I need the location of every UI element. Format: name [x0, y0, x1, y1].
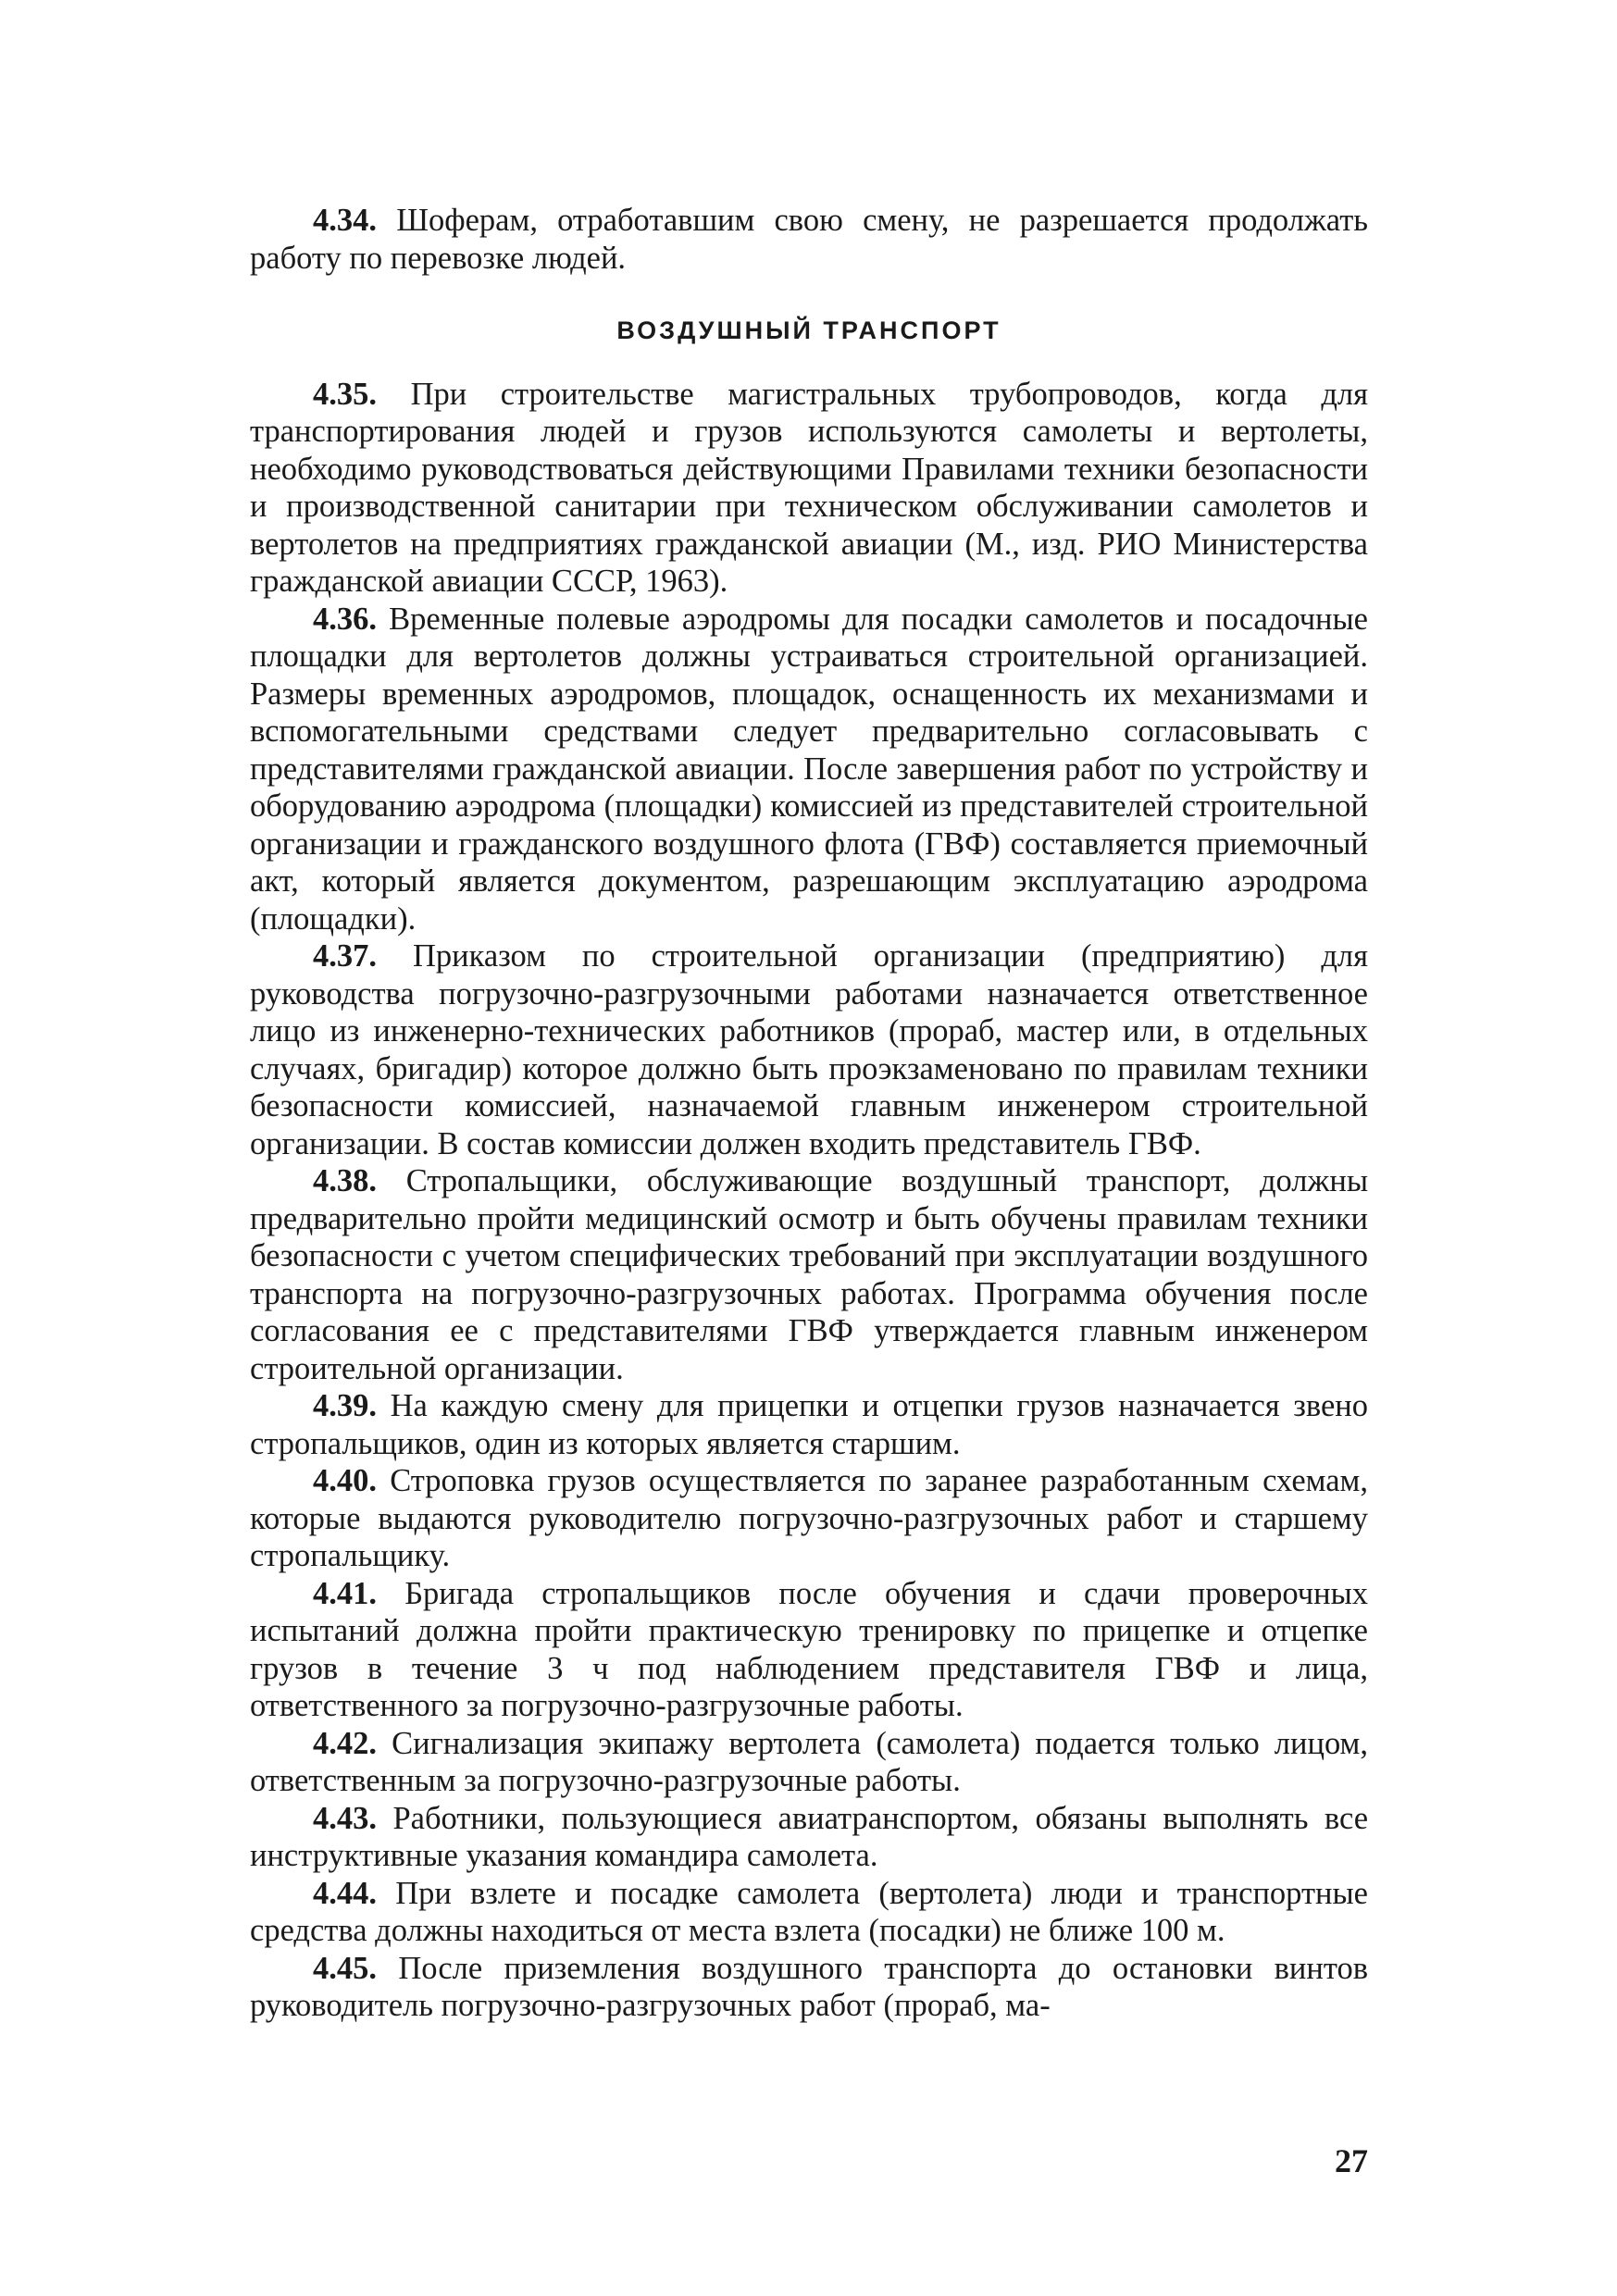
document-page: [250, 202, 1368, 2025]
section-heading: ВОЗДУШНЫЙ ТРАНСПОРТ: [616, 316, 1001, 344]
paragraph-number: 4.41.: [313, 1575, 377, 1611]
paragraph-number: 4.42.: [313, 1725, 377, 1761]
paragraph-text: При строительстве магистральных трубопроводов, когда для транспортирования людей и грузов используются самолеты и вертолеты, необходимо руководствоваться действующими Правилами техники безопасности и производственной санитарии при техническом обслуживании самолетов и вертолетов на предприятиях гражданской авиации (М., изд. РИО Министерства гражданской авиации СССР, 1963).: [250, 376, 1369, 599]
paragraph-text: После приземления воздушного транспорта до остановки винтов руководитель погрузочно-разгрузочных работ (прораб, ма-: [250, 1950, 1368, 2023]
paragraph-4-36: [250, 601, 1368, 938]
paragraph-text: Строповка грузов осуществляется по заранее разработанным схемам, которые выдаются руководителю погрузочно-разгрузочных работ и старшему стропальщику.: [250, 1463, 1368, 1573]
paragraph-4-40: [250, 1462, 1368, 1575]
paragraph-4-34: [250, 202, 1368, 277]
paragraph-number: 4.40.: [313, 1463, 377, 1498]
paragraph-text: Шоферам, отработавшим свою смену, не разрешается продолжать работу по перевозке людей.: [250, 203, 1369, 276]
paragraph-number: 4.36.: [313, 601, 377, 637]
paragraph-number: 4.34.: [313, 203, 377, 238]
paragraph-4-45: [250, 1950, 1368, 2025]
paragraph-4-38: [250, 1162, 1368, 1387]
paragraph-number: 4.43.: [313, 1800, 377, 1836]
page-number: 27: [1335, 2142, 1368, 2179]
paragraph-text: Стропальщики, обслуживающие воздушный транспорт, должны предварительно пройти медицинский осмотр и быть обучены правилам техники безопасности с учетом специфических требований при эксплуатации воздушного транспорта на погрузочно-разгрузочных работах. Программа обучения после согласования ее с представителями ГВФ утверждается главным инженером строительной организации.: [250, 1163, 1368, 1386]
paragraph-4-39: [250, 1387, 1368, 1462]
paragraph-4-35: [250, 376, 1368, 601]
paragraph-text: При взлете и посадке самолета (вертолета) люди и транспортные средства должны находиться от места взлета (посадки) не ближе 100 м.: [250, 1875, 1368, 1948]
paragraph-text: На каждую смену для прицепки и отцепки грузов назначается звено стропальщиков, один из которых является старшим.: [250, 1388, 1369, 1461]
paragraph-number: 4.44.: [313, 1875, 377, 1911]
paragraph-number: 4.35.: [313, 376, 377, 412]
paragraph-number: 4.38.: [313, 1163, 377, 1198]
paragraph-text: Приказом по строительной организации (предприятию) для руководства погрузочно-разгрузочными работами назначается ответственное лицо из инженерно-технических работников (прораб, мастер или, в отдельных случаях, бригадир) которое должно быть проэкзаменовано по правилам техники безопасности комиссией, назначаемой главным инженером строительной организации. В состав комиссии должен входить представитель ГВФ.: [250, 938, 1369, 1161]
paragraph-4-41: [250, 1575, 1368, 1725]
paragraph-4-44: [250, 1875, 1368, 1950]
paragraph-text: Бригада стропальщиков после обучения и сдачи проверочных испытаний должна пройти практическую тренировку по прицепке и отцепке грузов в течение 3 ч под наблюдением представителя ГВФ и лица, ответственного за погрузочно-разгрузочные работы.: [250, 1575, 1369, 1723]
paragraph-number: 4.37.: [313, 938, 377, 974]
paragraph-4-43: [250, 1800, 1368, 1875]
paragraph-number: 4.39.: [313, 1388, 377, 1423]
paragraph-number: 4.45.: [313, 1950, 377, 1986]
paragraph-text: Временные полевые аэродромы для посадки самолетов и посадочные площадки для вертолетов должны устраиваться строительной организацией. Размеры временных аэродромов, площадок, оснащенность их механизмами и вспомогательными средствами следует предварительно согласовывать с представителями гражданской авиации. После завершения работ по устройству и оборудованию аэродрома (площадки) комиссией из представителей строительной организации и гражданского воздушного флота (ГВФ) составляется приемочный акт, который является документом, разрешающим эксплуатацию аэродрома (площадки).: [250, 601, 1368, 937]
paragraph-4-42: [250, 1725, 1368, 1800]
paragraph-4-37: [250, 937, 1368, 1162]
paragraph-text: Сигнализация экипажу вертолета (самолета) подается только лицом, ответственным за погрузочно-разгрузочные работы.: [250, 1725, 1368, 1798]
paragraph-text: Работники, пользующиеся авиатранспортом, обязаны выполнять все инструктивные указания командира самолета.: [250, 1800, 1369, 1873]
